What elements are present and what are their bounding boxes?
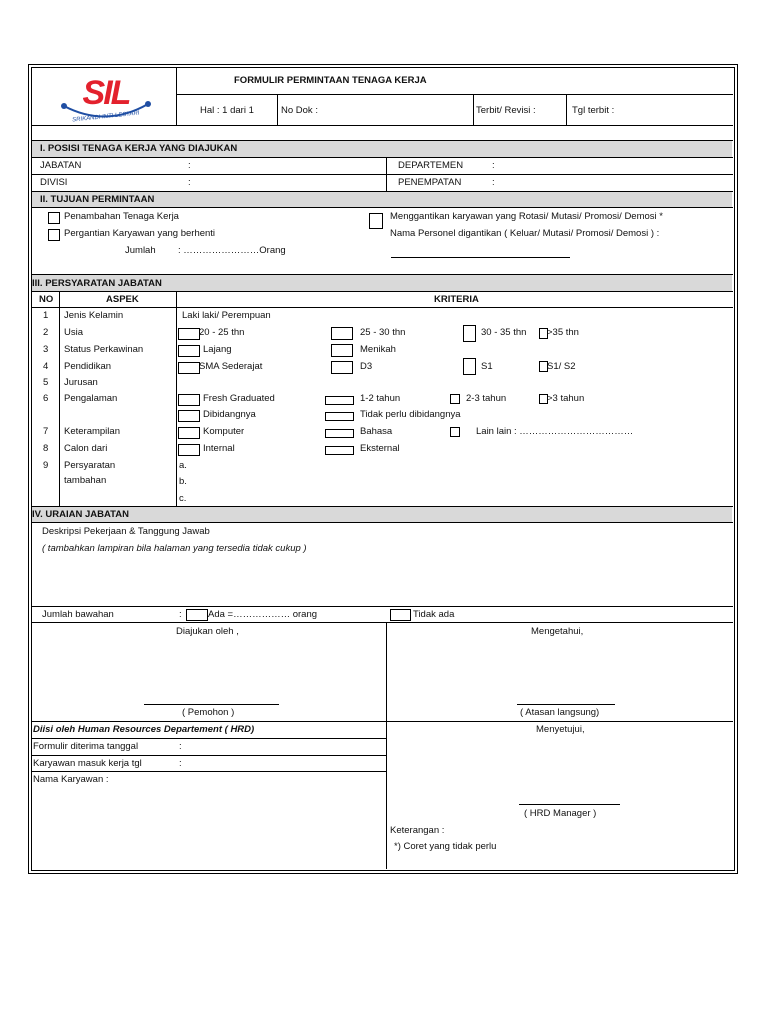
jabatan-colon: :	[188, 160, 191, 171]
row-aspek: Usia	[64, 327, 84, 338]
exp6-label: Tidak perlu dibidangnya	[360, 409, 461, 420]
exp5-label: Dibidangnya	[203, 409, 256, 420]
jumlah-label: Jumlah	[125, 245, 156, 256]
row-no: 4	[43, 361, 49, 372]
hrd-manager-label: ( HRD Manager )	[524, 808, 597, 819]
pergantian-checkbox[interactable]	[48, 229, 60, 241]
age1-checkbox[interactable]	[178, 328, 200, 340]
edu3-checkbox[interactable]	[463, 358, 476, 375]
exp1-label: Fresh Graduated	[203, 393, 275, 404]
revision: Terbit/ Revisi :	[476, 105, 536, 116]
menggantikan-checkbox[interactable]	[369, 213, 383, 229]
age1-label: 20 - 25 thn	[199, 327, 245, 338]
edu3-label: S1	[481, 361, 493, 372]
row-no: 7	[43, 426, 49, 437]
menggantikan-label: Menggantikan karyawan yang Rotasi/ Mutasi/ Promosi/ Demosi *	[390, 211, 663, 222]
section2-title: II. TUJUAN PERMINTAAN	[40, 194, 155, 205]
karyawan-masuk-label: Karyawan masuk kerja tgl	[33, 758, 142, 769]
add-b: b.	[179, 476, 187, 487]
skill3-label: Lain lain : ………………………………	[476, 426, 634, 437]
add-c: c.	[179, 493, 187, 504]
jumlah-value: : ……………………Orang	[178, 245, 286, 256]
divisi-colon: :	[188, 177, 191, 188]
coret-note: *) Coret yang tidak perlu	[394, 841, 497, 852]
age3-checkbox[interactable]	[463, 325, 476, 342]
jumlah-bawahan-colon: :	[179, 609, 182, 620]
edu2-checkbox[interactable]	[331, 361, 353, 374]
age2-checkbox[interactable]	[331, 327, 353, 340]
row-aspek: Status Perkawinan	[64, 344, 144, 355]
doc-number: No Dok :	[281, 105, 318, 116]
exp5-checkbox[interactable]	[178, 410, 200, 422]
penempatan-colon: :	[492, 177, 495, 188]
single-checkbox[interactable]	[178, 345, 200, 357]
jumlah-bawahan-label: Jumlah bawahan	[42, 609, 114, 620]
penambahan-label: Penambahan Tenaga Kerja	[64, 211, 179, 222]
row-aspek: Pendidikan	[64, 361, 112, 372]
tidak-ada-checkbox[interactable]	[390, 609, 411, 621]
karyawan-masuk-colon: :	[179, 758, 182, 769]
add-a: a.	[179, 460, 187, 471]
skill1-label: Komputer	[203, 426, 245, 437]
age4-label: >35 thn	[547, 327, 579, 338]
nama-karyawan-label: Nama Karyawan :	[33, 774, 109, 785]
col-kriteria: KRITERIA	[434, 294, 479, 305]
menyetujui-label: Menyetujui,	[536, 724, 585, 735]
exp3-checkbox[interactable]	[450, 394, 460, 404]
row-no: 2	[43, 327, 49, 338]
gender-option: Laki laki/ Perempuan	[182, 310, 271, 321]
row-aspek: Jenis Kelamin	[64, 310, 124, 321]
col-no: NO	[39, 294, 54, 305]
row-aspek-cont: tambahan	[64, 475, 107, 486]
row-aspek: Persyaratan	[64, 460, 116, 471]
row-no: 6	[43, 393, 49, 404]
pemohon-label: ( Pemohon )	[182, 707, 235, 718]
row-no: 3	[43, 344, 49, 355]
hrd-title: Diisi oleh Human Resources Departement ( HRD)	[33, 724, 255, 735]
row-aspek: Pengalaman	[64, 393, 118, 404]
formulir-label: Formulir diterima tanggal	[33, 741, 139, 752]
exp3-label: 2-3 tahun	[466, 393, 507, 404]
row-no: 8	[43, 443, 49, 454]
attachment-note: ( tambahkan lampiran bila halaman yang tersedia tidak cukup )	[42, 543, 307, 554]
page-number: Hal : 1 dari 1	[200, 105, 254, 116]
ada-checkbox[interactable]	[186, 609, 208, 621]
age3-label: 30 - 35 thn	[481, 327, 527, 338]
section4-title: IV. URAIAN JABATAN	[32, 509, 129, 520]
svg-text:SRIKANDI INTI LESTARI: SRIKANDI INTI LESTARI	[71, 110, 140, 124]
edu1-checkbox[interactable]	[178, 362, 200, 374]
diajukan-label: Diajukan oleh ,	[176, 626, 239, 637]
married-label: Menikah	[360, 344, 396, 355]
mengetahui-label: Mengetahui,	[531, 626, 584, 637]
row-no: 9	[43, 460, 49, 471]
row-no: 5	[43, 377, 49, 388]
issue-date: Tgl terbit :	[572, 105, 615, 116]
married-checkbox[interactable]	[331, 344, 353, 357]
nama-personel-label: Nama Personel digantikan ( Keluar/ Mutasi/ Promosi/ Demosi ) :	[390, 228, 660, 239]
edu4-label: S1/ S2	[547, 361, 576, 372]
col-aspek: ASPEK	[106, 294, 139, 305]
atasan-sign-line[interactable]	[517, 704, 615, 705]
row-no: 1	[43, 310, 49, 321]
ada-label: Ada =……………… orang	[208, 609, 318, 620]
penempatan-label: PENEMPATAN	[398, 177, 462, 188]
divisi-label: DIVISI	[40, 177, 68, 188]
pemohon-sign-line[interactable]	[144, 704, 279, 705]
pergantian-label: Pergantian Karyawan yang berhenti	[64, 228, 216, 239]
nama-personel-line[interactable]	[391, 257, 570, 258]
src2-checkbox[interactable]	[325, 446, 354, 455]
row-aspek: Jurusan	[64, 377, 98, 388]
row-aspek: Keterampilan	[64, 426, 120, 437]
atasan-label: ( Atasan langsung)	[520, 707, 600, 718]
edu2-label: D3	[360, 361, 373, 372]
departemen-colon: :	[492, 160, 495, 171]
src2-label: Eksternal	[360, 443, 400, 454]
skill1-checkbox[interactable]	[178, 427, 200, 439]
exp2-checkbox[interactable]	[325, 396, 354, 405]
src1-checkbox[interactable]	[178, 444, 200, 456]
row-aspek: Calon dari	[64, 443, 108, 454]
exp1-checkbox[interactable]	[178, 394, 200, 406]
form-title: FORMULIR PERMINTAAN TENAGA KERJA	[234, 75, 427, 86]
penambahan-checkbox[interactable]	[48, 212, 60, 224]
keterangan-label: Keterangan :	[390, 825, 445, 836]
section1-title: I. POSISI TENAGA KERJA YANG DIAJUKAN	[40, 143, 238, 154]
edu1-label: SMA Sederajat	[199, 361, 263, 372]
jabatan-label: JABATAN	[40, 160, 82, 171]
hrd-manager-sign-line[interactable]	[519, 804, 620, 805]
formulir-colon: :	[179, 741, 182, 752]
skill3-checkbox[interactable]	[450, 427, 460, 437]
tidak-ada-label: Tidak ada	[413, 609, 455, 620]
exp4-label: >3 tahun	[547, 393, 585, 404]
svg-text:SIL: SIL	[82, 74, 130, 112]
exp6-checkbox[interactable]	[325, 412, 354, 421]
single-label: Lajang	[203, 344, 232, 355]
description-label[interactable]: Deskripsi Pekerjaan & Tanggung Jawab	[42, 526, 210, 537]
section3-title: III. PERSYARATAN JABATAN	[32, 278, 162, 289]
src1-label: Internal	[203, 443, 235, 454]
logo	[56, 70, 156, 126]
departemen-label: DEPARTEMEN	[398, 160, 464, 171]
exp2-label: 1-2 tahun	[360, 393, 401, 404]
skill2-checkbox[interactable]	[325, 429, 354, 438]
skill2-label: Bahasa	[360, 426, 393, 437]
age2-label: 25 - 30 thn	[360, 327, 406, 338]
